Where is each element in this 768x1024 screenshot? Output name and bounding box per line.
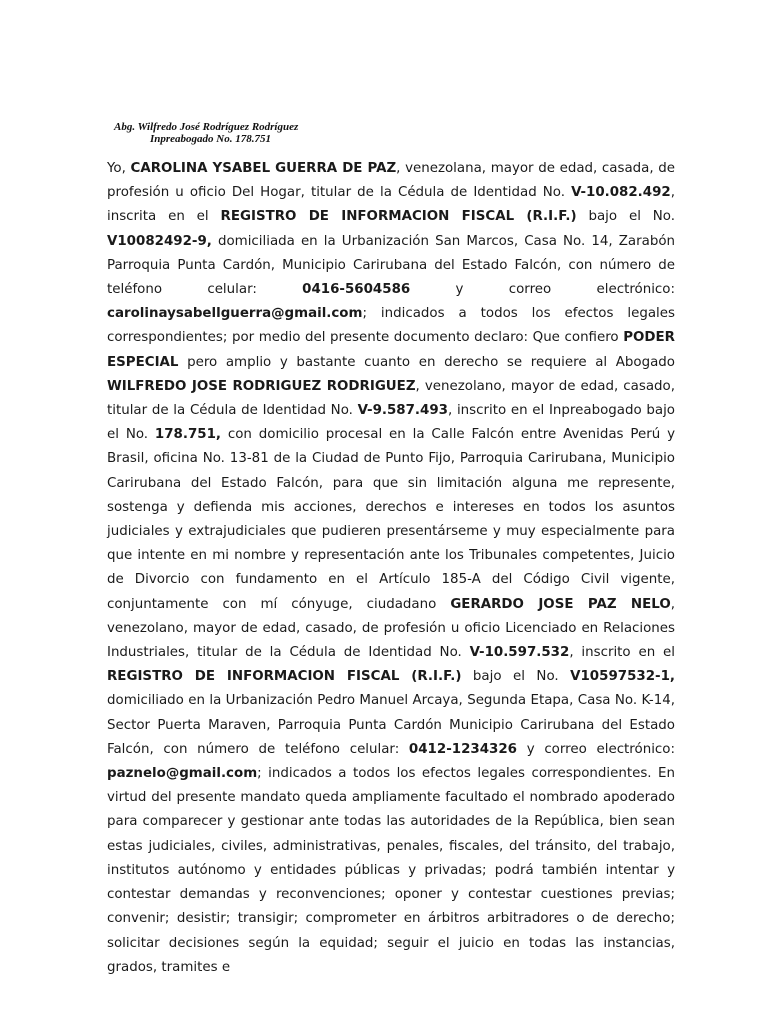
power-of-attorney-body [107, 157, 675, 980]
lawyer-name: Abg. Wilfredo José Rodríguez Rodríguez [114, 121, 299, 133]
bold-text-segment: V-10.597.532 [469, 645, 570, 661]
bold-text-segment: V-10.082.492 [571, 185, 671, 201]
text-segment: ; indicados a todos los efectos legales correspondientes; por medio del presente documento declaro: Que confiero [107, 306, 675, 346]
bold-text-segment: 0412-1234326 [408, 741, 517, 757]
bold-text-segment: GERARDO JOSE PAZ NELO [450, 596, 671, 612]
text-segment: con domicilio procesal en la Calle Falcón entre Avenidas Perú y Brasil, oficina No. 13-81 de la Ciudad de Punto Fijo, Parroquia Carirubana, Municipio Carirubana del Estado Falcón, para que sin limitación alguna me represente, sostenga y defienda mis acciones, derechos e intereses en todos los asuntos judiciales y extrajudiciales que pudieren presentárseme y muy especialmente para que intente en mi nombre y representación ante los Tribunales competentes, Juicio de Divorcio con fundamento en el Artículo 185-A del Código Civil vigente, conjuntamente con mí cónyuge, ciudadano [107, 427, 676, 612]
bold-text-segment: REGISTRO DE INFORMACION FISCAL (R.I.F.) [107, 669, 462, 685]
text-segment: ; indicados a todos los efectos legales correspondientes. En virtud del presente mandato queda ampliamente facultado el nombrado apoderado para comparecer y gestionar ante todas las autoridades de la República, bien sean estas judiciales, civiles, administrativas, penales, fiscales, del tránsito, del trabajo, institutos autónomo y entidades públicas y privadas; podrá también intentar y contestar demandas y reconvenciones; oponer y contestar cuestiones previas; convenir; desistir; transigir; comprometer en árbitros arbitradores o de derecho; solicitar decisiones según la equidad; seguir el juicio en todas las instancias, grados, tramites e [107, 766, 675, 975]
text-segment: , inscrita en el [107, 185, 675, 225]
bold-text-segment: paznelo@gmail.com [107, 766, 258, 782]
bold-text-segment: V10597532-1, [570, 669, 675, 685]
text-segment: , inscrito en el Inpreabogado bajo el No. [107, 403, 675, 443]
bold-text-segment: 0416-5604586 [302, 282, 411, 298]
text-segment: , venezolano, mayor de edad, casado, de profesión u oficio Licenciado en Relaciones Industriales, titular de la Cédula de Identidad No. [107, 596, 675, 661]
text-segment: , venezolano, mayor de edad, casado, titular de la Cédula de Identidad No. [107, 378, 675, 419]
text-segment: domiciliado en la Urbanización Pedro Manuel Arcaya, Segunda Etapa, Casa No. K-14, Sector Puerta Maraven, Parroquia Punta Cardón Municipio Carirubana del Estado Falcón, con número de teléfono celular: [107, 693, 675, 757]
bold-text-segment: WILFREDO JOSE RODRIGUEZ RODRIGUEZ [107, 378, 416, 394]
text-segment: bajo el No. [461, 669, 571, 685]
text-segment: bajo el No. [576, 209, 676, 225]
text-segment: y correo electrónico: [410, 282, 675, 298]
text-segment: , venezolana, mayor de edad, casada, de profesión u oficio Del Hogar, titular de la Cédula de Identidad No. [107, 161, 676, 201]
bold-text-segment: PODER ESPECIAL [107, 330, 675, 370]
text-segment: domiciliada en la Urbanización San Marcos, Casa No. 14, Zarabón Parroquia Punta Cardón, Municipio Carirubana del Estado Falcón, con número de teléfono celular: [107, 233, 675, 298]
inpreabogado-number: Inpreabogado No. 178.751 [150, 133, 272, 145]
text-segment: , inscrito en el [569, 645, 675, 661]
bold-text-segment: V10082492-9, [107, 233, 212, 249]
text-segment: y correo electrónico: [516, 741, 675, 757]
text-segment: pero amplio y bastante cuanto en derecho se requiere al Abogado [178, 354, 675, 370]
bold-text-segment: CAROLINA YSABEL GUERRA DE PAZ [130, 161, 397, 176]
bold-text-segment: carolinaysabellguerra@gmail.com [107, 306, 363, 322]
text-segment: Yo, [107, 161, 131, 176]
bold-text-segment: V-9.587.493 [357, 403, 448, 419]
bold-text-segment: REGISTRO DE INFORMACION FISCAL (R.I.F.) [220, 209, 577, 225]
document-header [114, 121, 298, 145]
bold-text-segment: 178.751, [154, 427, 221, 443]
